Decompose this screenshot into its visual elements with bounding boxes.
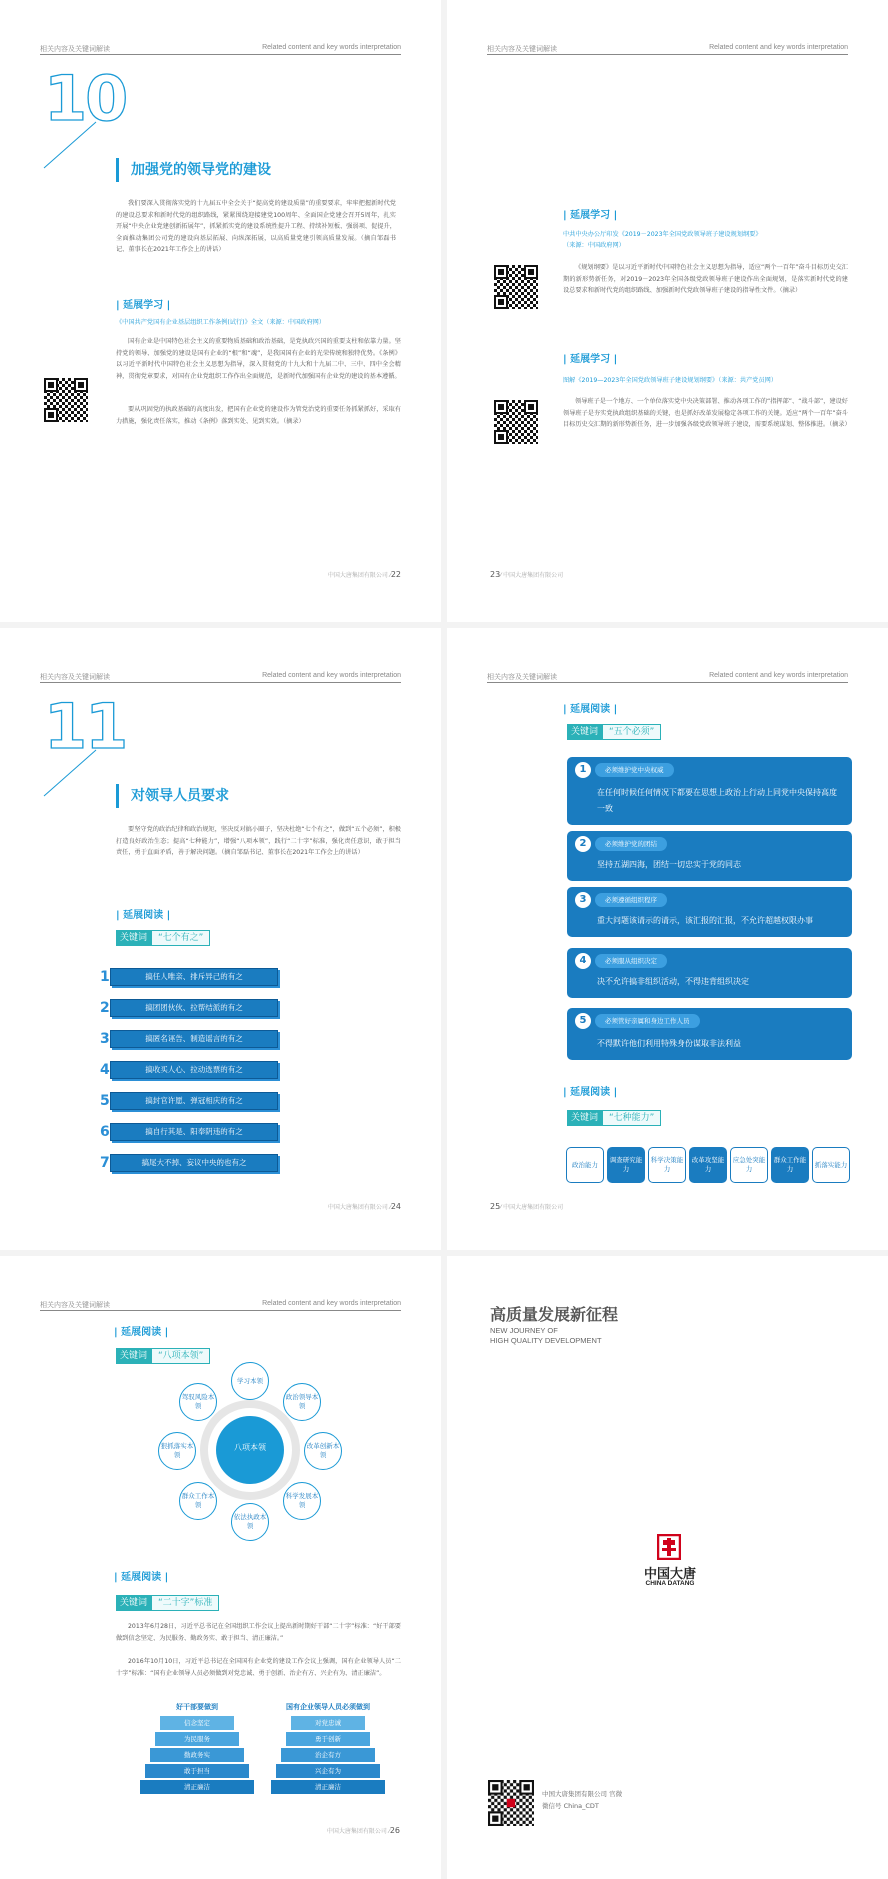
footer-company: 中国大唐集团有限公司 [326, 1828, 387, 1835]
left-cell: 勤政务实 [150, 1748, 244, 1762]
decorative-diagonal-line [42, 120, 98, 170]
standard-paragraph-2: 2016年10月10日，习近平总书记在全国国有企业党的建设工作会议上强调，国有企业领导人员“二十字”标准：“国有企业领导人员必须做到对党忠诚、勇于创新、治企有方、兴企有为、清正廉洁”。 [116, 1658, 401, 1677]
page-footer: 中国大唐集团有限公司 ⁄26 [326, 1826, 400, 1835]
right-cell: 兴企有为 [276, 1764, 380, 1778]
must-number: 5 [575, 1013, 591, 1029]
skill-node: 政治领导本领 [283, 1383, 321, 1421]
qr-code-icon[interactable] [44, 378, 88, 422]
must-title: 必须服从组织决定 [595, 954, 667, 968]
extended-reading-heading: | 延展阅读 | [114, 1572, 169, 1583]
page-header [40, 672, 401, 683]
right-column-title: 国有企业领导人员必须做到 [286, 1703, 370, 1711]
ability-box: 调查研究能力 [607, 1147, 645, 1183]
list-item: 搞团团伙伙、拉帮结派的有之 [110, 999, 278, 1017]
list-item: 搞尾大不掉、妄议中央的也有之 [110, 1154, 278, 1172]
page-footer: 23⁄ 中国大唐集团有限公司 [490, 570, 564, 579]
right-cell: 清正廉洁 [271, 1780, 385, 1794]
must-title: 必须维护党中央权威 [595, 763, 674, 777]
section-title: 对领导人员要求 [116, 784, 396, 808]
must-number: 2 [575, 836, 591, 852]
list-item: 搞匿名诬告、制造谣言的有之 [110, 1030, 278, 1048]
cover-subtitle-line1: NEW JOURNEY OF [490, 1326, 558, 1335]
logo-chinese-text: 中国大唐 [643, 1567, 696, 1582]
decorative-diagonal-line [42, 748, 98, 798]
diagram-paragraph: 领导班子是一个地方、一个单位落实党中央决策部署、推动各项工作的“指挥部”、“战斗部”，建设好领导班子是夯实党执政组织基础的关键，也是抓好改革发展稳定各项工作的关键。适应“两个一百年”奋斗目标历史交汇期的新形势新任务，进一步加强各级党政领导班子建设，需要系统谋划、整体推进。（摘录） [563, 398, 851, 428]
keyword-tag [567, 724, 661, 740]
left-cell: 清正廉洁 [140, 1780, 254, 1794]
must-title: 必须遵循组织程序 [595, 893, 667, 907]
must-title: 必须维护党的团结 [595, 837, 667, 851]
must-card [567, 948, 852, 998]
item-number: 5 [100, 1093, 110, 1109]
header-right: Related content and key words interpretation [262, 672, 401, 679]
skill-node: 科学发展本领 [283, 1482, 321, 1520]
page-22 [0, 0, 441, 622]
list-item: 搞收买人心、拉动选票的有之 [110, 1061, 278, 1079]
must-card [567, 887, 852, 937]
list-item: 搞封官许愿、弹冠相庆的有之 [110, 1092, 278, 1110]
page-number: 25 [490, 1202, 501, 1211]
must-card [567, 1008, 852, 1060]
keyword-value: “七种能力” [602, 1110, 661, 1126]
plan-link-source[interactable]: （来源：中国政府网） [563, 242, 625, 249]
footer-company: 中国大唐集团有限公司 [503, 572, 564, 579]
header-left: 相关内容及关键词解读 [40, 45, 110, 53]
china-datang-logo-icon [657, 1534, 681, 1560]
ability-box: 科学决策能力 [648, 1147, 686, 1183]
must-description: 重大问题该请示的请示，该汇报的汇报，不允许超越权限办事 [597, 916, 813, 925]
keyword-value: “五个必须” [602, 724, 661, 740]
skill-node: 狠抓落实本领 [158, 1432, 196, 1470]
extended-reading-heading: | 延展阅读 | [563, 1087, 618, 1098]
cover-title: 高质量发展新征程 [490, 1305, 619, 1324]
qr-code-icon[interactable] [494, 400, 538, 444]
extended-learning-heading: | 延展学习 | [563, 354, 618, 365]
keyword-tag [116, 1595, 219, 1611]
skill-node: 驾驭风险本领 [179, 1383, 217, 1421]
plan-paragraph: 《规划纲要》是以习近平新时代中国特色社会主义思想为指导，适应“两个一百年”奋斗目标历史交汇期的新形势新任务，对2019－2023年全国各级党政领导班子建设作出全面规划，是落实新时代党的建设总要求和新时代党的组织路线、加强新时代党政领导班子建设的指导性文件。（摘录） [563, 264, 848, 294]
header-left: 相关内容及关键词解读 [40, 673, 110, 681]
header-right: Related content and key words interpretation [709, 44, 848, 51]
must-card [567, 757, 852, 825]
page-24 [0, 628, 441, 1250]
keyword-label: 关键词 [116, 930, 151, 946]
must-description: 坚持五湖四海，团结一切忠实于党的同志 [597, 860, 741, 869]
qr-code-icon[interactable] [494, 265, 538, 309]
extended-learning-heading: | 延展学习 | [563, 210, 618, 221]
item-number: 2 [100, 1000, 110, 1016]
wechat-account-name: 中国大唐集团有限公司 官微 [542, 1790, 623, 1798]
keyword-tag [116, 1348, 210, 1364]
page-footer: 中国大唐集团有限公司 ⁄24 [327, 1202, 401, 1211]
extended-learning-heading: | 延展学习 | [116, 300, 171, 311]
must-number: 4 [575, 953, 591, 969]
footer-company: 中国大唐集团有限公司 [327, 572, 388, 579]
keyword-value: “七个有之” [151, 930, 210, 946]
wechat-qr-code-icon[interactable] [488, 1780, 534, 1826]
ability-box: 应急处突能力 [730, 1147, 768, 1183]
extended-reading-heading: | 延展阅读 | [114, 1327, 169, 1338]
standard-paragraph-1: 2013年6月28日，习近平总书记在全国组织工作会议上提出新时期好干部“二十字”标准：“好干部要做到信念坚定、为民服务、勤政务实、敢于担当、清正廉洁。” [116, 1623, 401, 1642]
regulation-link[interactable]: 《中国共产党国有企业基层组织工作条例(试行)》全文（来源：中国政府网） [116, 319, 326, 326]
page-header [40, 44, 401, 55]
extended-reading-heading: | 延展阅读 | [563, 704, 618, 715]
section-title: 加强党的领导党的建设 [116, 158, 396, 182]
ability-box: 群众工作能力 [771, 1147, 809, 1183]
logo-english-text: CHINA DATANG [645, 1580, 695, 1587]
keyword-label: 关键词 [116, 1595, 151, 1611]
must-description: 决不允许搞非组织活动，不得违背组织决定 [597, 977, 749, 986]
header-left: 相关内容及关键词解读 [40, 1301, 110, 1309]
footer-company: 中国大唐集团有限公司 [503, 1204, 564, 1211]
item-number: 3 [100, 1031, 110, 1047]
keyword-label: 关键词 [567, 724, 602, 740]
cover-subtitle-line2: HIGH QUALITY DEVELOPMENT [490, 1336, 602, 1345]
footer-company: 中国大唐集团有限公司 [327, 1204, 388, 1211]
page-number: 23 [490, 570, 501, 579]
header-left: 相关内容及关键词解读 [487, 673, 557, 681]
keyword-label: 关键词 [116, 1348, 151, 1364]
must-number: 3 [575, 892, 591, 908]
page-23 [447, 0, 888, 622]
must-description: 不得默许他们利用特殊身份谋取非法利益 [597, 1039, 741, 1048]
page-header [487, 44, 848, 55]
intro-paragraph: 要坚守党的政治纪律和政治规矩，坚决反对搞小圈子，坚决杜绝“七个有之”，做到“五个必须”，积极打造良好政治生态；提高“七种能力”，增强“八项本领”，践行“二十字”标准，强化责任意识，敢于担当责任，勇于直面矛盾，善于解决问题。（摘自邹磊书记、董事长在2021年工作会上的讲话） [116, 826, 401, 856]
left-column-title: 好干部要做到 [176, 1703, 218, 1711]
item-number: 7 [100, 1155, 110, 1171]
extended-reading-heading: | 延展阅读 | [116, 910, 171, 921]
list-item: 搞任人唯亲、排斥异己的有之 [110, 968, 278, 986]
page-number: 26 [389, 1826, 400, 1835]
diagram-link[interactable]: 图解《2019—2023年全国党政领导班子建设规划纲要》（来源：共产党员网） [563, 377, 778, 384]
ability-box: 改革攻坚能力 [689, 1147, 727, 1183]
keyword-label: 关键词 [567, 1110, 602, 1126]
skill-node: 改革创新本领 [304, 1432, 342, 1470]
intro-paragraph: 我们要深入贯彻落实党的十九届五中全会关于“提高党的建设质量”的重要要求，牢牢把握新时代党的建设总要求和新时代党的组织路线，紧紧围绕迎接建党100周年、全面国企党建会召开5周年，扎实开展“中央企业党建创新拓展年”，抓紧抓实党的建设系统性提升工程、持续补短板、强弱项、促提升，全面推动集团公司党的建设向基层拓展、向纵深拓展，以高质量党建引领高质量发展。（摘自邹磊书记、董事长在2021年工作会上的讲话） [116, 200, 396, 253]
must-title: 必须管好亲属和身边工作人员 [595, 1014, 700, 1028]
extended-paragraph-1: 国有企业是中国特色社会主义的重要物质基础和政治基础，是党执政兴国的重要支柱和依靠力量。坚持党的领导、加强党的建设是国有企业的“根”和“魂”，是我国国有企业的光荣传统和独特优势。《条例》以习近平新时代中国特色社会主义思想为指导，深入贯彻党的十九大和十九届二中、三中、四中全会精神，贯彻党章要求，对国有企业党组织工作作出全面规范，是新时代加强国有企业党的建设的基本遵循。 [116, 338, 401, 380]
keyword-tag [116, 930, 210, 946]
plan-link[interactable]: 中共中央办公厅印发《2019－2023年全国党政领导班子建设规划纲要》 [563, 231, 762, 238]
header-left: 相关内容及关键词解读 [487, 45, 557, 53]
list-item: 搞自行其是、阳奉阴违的有之 [110, 1123, 278, 1141]
skills-center-label: 八项本领 [234, 1443, 266, 1452]
skill-node: 群众工作本领 [179, 1482, 217, 1520]
chapter-number: 11 [44, 690, 127, 763]
item-number: 4 [100, 1062, 110, 1078]
page-footer: 中国大唐集团有限公司 ⁄22 [327, 570, 401, 579]
skill-node: 学习本领 [231, 1362, 269, 1400]
ability-box: 抓落实能力 [812, 1147, 850, 1183]
left-cell: 敢于担当 [145, 1764, 249, 1778]
page-number: 22 [390, 570, 401, 579]
skill-node: 依法执政本领 [231, 1503, 269, 1541]
chapter-number: 10 [44, 62, 127, 135]
ability-box: 政治能力 [566, 1147, 604, 1183]
right-cell: 对党忠诚 [291, 1716, 365, 1730]
page-header [40, 1300, 401, 1311]
page-header [487, 672, 848, 683]
header-right: Related content and key words interpretation [709, 672, 848, 679]
must-description: 在任何时候任何情况下都要在思想上政治上行动上同党中央保持高度一致 [597, 788, 837, 813]
must-number: 1 [575, 762, 591, 778]
right-cell: 治企有方 [281, 1748, 375, 1762]
back-cover [447, 1256, 888, 1879]
left-cell: 为民服务 [155, 1732, 239, 1746]
wechat-account-id: 微信号 China_CDT [542, 1802, 599, 1810]
page-number: 24 [390, 1202, 401, 1211]
keyword-value: “二十字”标准 [151, 1595, 219, 1611]
header-right: Related content and key words interpretation [262, 1300, 401, 1307]
right-cell: 勇于创新 [286, 1732, 370, 1746]
must-card [567, 831, 852, 881]
keyword-tag [567, 1110, 661, 1126]
left-cell: 信念坚定 [160, 1716, 234, 1730]
extended-paragraph-2: 要从巩固党的执政基础的高度出发，把国有企业党的建设作为管党治党的重要任务抓紧抓好，采取有力措施，强化责任落实，推动《条例》落到实处、见到实效。（摘录） [116, 406, 401, 425]
keyword-value: “八项本领” [151, 1348, 210, 1364]
item-number: 1 [100, 969, 110, 985]
header-right: Related content and key words interpretation [262, 44, 401, 51]
page-footer: 25⁄ 中国大唐集团有限公司 [490, 1202, 564, 1211]
item-number: 6 [100, 1124, 110, 1140]
